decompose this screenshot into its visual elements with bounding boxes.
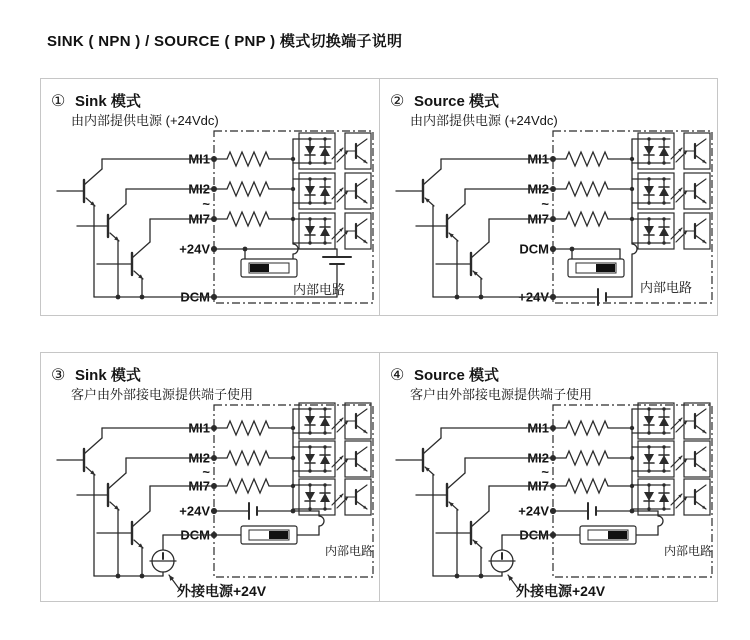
switch-and-supply-wiring bbox=[211, 243, 351, 300]
optocoupler-unit bbox=[632, 479, 710, 515]
terminal-labels bbox=[179, 152, 217, 305]
external-power-label: 外接电源+24V bbox=[177, 583, 267, 599]
terminal-label: MI2 bbox=[188, 450, 210, 466]
panel-number: ④ bbox=[390, 367, 405, 384]
optocoupler-unit bbox=[632, 133, 710, 169]
terminal-label: DCM bbox=[519, 241, 549, 257]
panel-title: Sink 模式 bbox=[75, 93, 141, 110]
terminal-label: DCM bbox=[180, 289, 210, 305]
inner-circuit-label: 内部电路 bbox=[293, 282, 346, 297]
panel-source-external bbox=[380, 353, 718, 601]
circuit-diagram-2 bbox=[380, 79, 718, 315]
panel-number: ② bbox=[390, 93, 405, 110]
terminal-label: DCM bbox=[519, 527, 549, 543]
sink-source-switch bbox=[241, 259, 297, 277]
panel-title: Sink 模式 bbox=[75, 367, 141, 384]
panel-row-top bbox=[40, 78, 718, 316]
terminal-label: +24V bbox=[179, 503, 210, 519]
inner-circuit-label: 内部电路 bbox=[640, 280, 693, 295]
terminal-label: MI2 bbox=[188, 181, 210, 197]
input-transistors bbox=[57, 159, 214, 299]
terminal-label: MI7 bbox=[188, 211, 210, 227]
input-transistors bbox=[396, 159, 553, 299]
optocoupler-unit bbox=[293, 479, 371, 515]
optocoupler-unit bbox=[293, 133, 371, 169]
tilde-label: ~ bbox=[202, 464, 210, 480]
terminal-label: +24V bbox=[518, 503, 549, 519]
terminal-label: DCM bbox=[180, 527, 210, 543]
panel-subtitle: 由内部提供电源 (+24Vdc) bbox=[71, 113, 219, 128]
sink-source-switch bbox=[580, 526, 636, 544]
panel-subtitle: 由内部提供电源 (+24Vdc) bbox=[410, 113, 558, 128]
panel-sink-internal bbox=[41, 79, 380, 315]
terminal-labels bbox=[518, 152, 556, 305]
terminal-label: MI7 bbox=[527, 211, 549, 227]
external-power-label: 外接电源+24V bbox=[516, 583, 606, 599]
optocoupler-block bbox=[553, 403, 710, 515]
terminal-label: MI1 bbox=[188, 151, 210, 167]
inner-circuit-label: 内部电路 bbox=[664, 544, 713, 558]
optocoupler-unit bbox=[293, 441, 371, 477]
terminal-label: MI1 bbox=[188, 420, 210, 436]
page-title: SINK ( NPN ) / SOURCE ( PNP ) 模式切换端子说明 bbox=[47, 33, 403, 50]
optocoupler-unit bbox=[632, 441, 710, 477]
optocoupler-block bbox=[214, 403, 371, 515]
tilde-label: ~ bbox=[541, 196, 549, 212]
terminal-label: MI7 bbox=[188, 478, 210, 494]
terminal-label: MI1 bbox=[527, 420, 549, 436]
panel-number: ③ bbox=[51, 367, 66, 384]
series-battery bbox=[214, 503, 319, 519]
series-battery bbox=[553, 503, 658, 519]
terminal-label: MI2 bbox=[527, 181, 549, 197]
sink-source-switch bbox=[568, 259, 624, 277]
optocoupler-unit bbox=[632, 213, 710, 249]
terminal-labels bbox=[179, 421, 217, 543]
tilde-label: ~ bbox=[541, 464, 549, 480]
terminal-label: MI1 bbox=[527, 151, 549, 167]
panel-title: Source 模式 bbox=[414, 93, 500, 110]
panel-source-internal bbox=[380, 79, 718, 315]
panel-sink-external bbox=[41, 353, 380, 601]
circuit-diagram-3 bbox=[41, 353, 379, 601]
optocoupler-unit bbox=[632, 403, 710, 439]
optocoupler-unit bbox=[293, 173, 371, 209]
terminal-label: MI2 bbox=[527, 450, 549, 466]
panel-number: ① bbox=[51, 93, 66, 110]
terminal-labels bbox=[518, 421, 556, 543]
terminal-label: MI7 bbox=[527, 478, 549, 494]
optocoupler-unit bbox=[293, 213, 371, 249]
panel-subtitle: 客户由外部接电源提供端子使用 bbox=[71, 387, 254, 402]
circuit-diagram-4 bbox=[380, 353, 718, 601]
optocoupler-unit bbox=[293, 403, 371, 439]
inner-circuit-label: 内部电路 bbox=[325, 544, 374, 558]
optocoupler-unit bbox=[632, 173, 710, 209]
terminal-label: +24V bbox=[518, 289, 549, 305]
optocoupler-block bbox=[214, 133, 371, 249]
circuit-diagram-1 bbox=[41, 79, 379, 315]
panel-title: Source 模式 bbox=[414, 367, 500, 384]
optocoupler-block bbox=[553, 133, 710, 249]
switch-and-supply-wiring bbox=[550, 243, 692, 305]
sink-source-switch bbox=[241, 526, 297, 544]
terminal-label: +24V bbox=[179, 241, 210, 257]
panel-row-bottom bbox=[40, 352, 718, 602]
panel-subtitle: 客户由外部接电源提供端子使用 bbox=[410, 387, 593, 402]
tilde-label: ~ bbox=[202, 196, 210, 212]
